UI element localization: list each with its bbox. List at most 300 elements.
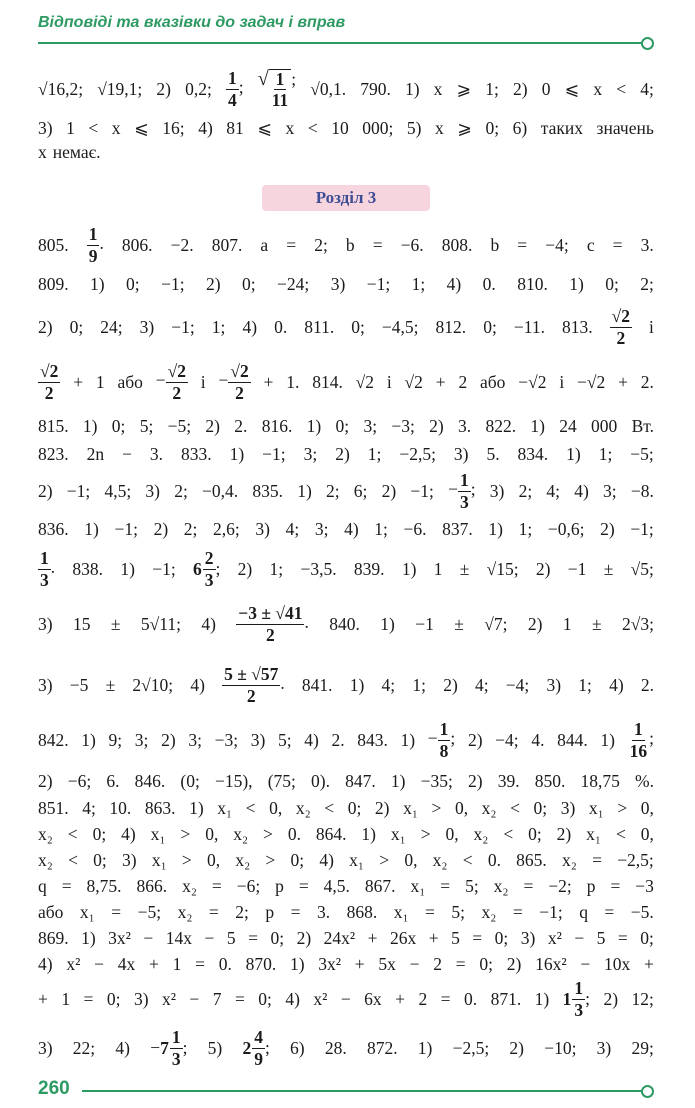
answer-text: −2,5; [399, 443, 436, 464]
answer-text: 10x [603, 953, 631, 974]
answer-text: 1) [90, 273, 105, 294]
fraction [226, 69, 239, 109]
answer-text: 1) [361, 823, 376, 844]
token-group [360, 79, 391, 100]
answer-text: 4) [609, 674, 624, 695]
token-group [479, 954, 493, 975]
token-group [174, 481, 188, 502]
fraction [203, 549, 216, 589]
answer-text: x [593, 78, 603, 99]
token-group [264, 372, 274, 393]
token-group [331, 118, 349, 139]
answer-text: 838. [72, 558, 104, 579]
answer-text: 0. [274, 316, 288, 337]
answer-text: x [285, 117, 295, 138]
answer-text: 14x [165, 927, 193, 948]
answer-text: ⩽ [257, 117, 272, 138]
token-group [440, 876, 450, 897]
numerator: √2 [230, 361, 249, 382]
answer-text: p [275, 875, 284, 896]
token-group [304, 444, 318, 465]
token-group [112, 118, 121, 139]
answer-text: 1; [518, 518, 533, 539]
token-group [311, 771, 330, 792]
answer-text: 2) [38, 480, 53, 501]
answer-text: 2; [640, 273, 654, 294]
token-group [407, 118, 422, 139]
token-group [604, 954, 630, 975]
answer-text: 2) [38, 770, 53, 791]
token-group [70, 317, 84, 338]
token-group [307, 416, 322, 437]
answer-text: 1 [172, 953, 182, 974]
answer-text: −3 [635, 875, 654, 896]
radicand [269, 69, 292, 110]
token-group [600, 519, 615, 540]
answer-text: 2) [556, 823, 572, 844]
token-group [66, 954, 80, 975]
token-group [491, 989, 522, 1010]
token-group [368, 444, 382, 465]
token-group [87, 444, 105, 465]
answer-text: 4) [201, 613, 216, 634]
token-group [542, 79, 551, 100]
answer-text: 3; [603, 480, 617, 501]
token-group [382, 481, 397, 502]
token-group [73, 614, 91, 635]
token-group [122, 235, 153, 256]
answer-text: 1) [84, 518, 99, 539]
token-group [260, 235, 268, 256]
token-group [641, 798, 654, 819]
numerator: 1 [633, 719, 643, 740]
fraction [610, 307, 632, 347]
token-group [436, 372, 446, 393]
answer-text: 3) [38, 613, 53, 634]
token-group [38, 1038, 53, 1059]
token-group [152, 850, 167, 871]
answer-text: 29; [631, 1037, 654, 1058]
token-group [490, 235, 499, 256]
answer-text: = [83, 988, 94, 1009]
token-group [495, 928, 509, 949]
answer-text: 865. [516, 849, 547, 870]
denominator: 2 [235, 382, 244, 403]
answer-text: 2) [161, 729, 176, 750]
answer-text: 0; [242, 273, 256, 294]
token-group [428, 720, 456, 760]
answer-text: 2. [640, 371, 654, 392]
answer-text: 3) [520, 927, 536, 948]
token-group [136, 876, 167, 897]
token-group [205, 928, 215, 949]
token-group [109, 798, 131, 819]
answer-text: таких [540, 117, 584, 138]
answer-text: %. [635, 770, 654, 791]
answer-text: 1 [95, 371, 105, 392]
answer-text: −4; [505, 674, 530, 695]
token-group [304, 730, 319, 751]
answer-text: 3) [145, 480, 160, 501]
answer-text: x₂ [493, 875, 509, 896]
numerator: 1 [227, 68, 237, 89]
answer-text: −35; [420, 770, 453, 791]
answer-text: 4; [285, 518, 300, 539]
answer-text: −24; [277, 273, 310, 294]
answer-text: x² [547, 927, 562, 948]
token-group [506, 675, 529, 696]
answer-text: 24x² [323, 927, 356, 948]
token-group [291, 850, 305, 871]
answer-text: (75; [267, 770, 296, 791]
answer-text: 3) [250, 729, 266, 750]
token-group [304, 317, 334, 338]
answer-text: = [290, 901, 301, 922]
token-group [156, 362, 188, 402]
token-group [248, 928, 258, 949]
token-group [436, 317, 467, 338]
token-group [354, 559, 385, 580]
answer-text: 3; [134, 729, 149, 750]
token-group [609, 675, 624, 696]
answer-text: 0, [640, 823, 654, 844]
token-group [38, 549, 55, 589]
answer-text: 0; [111, 415, 126, 436]
token-group [559, 372, 564, 393]
answer-text: − [574, 927, 585, 948]
token-group [329, 614, 360, 635]
token-group [38, 730, 69, 751]
token-group [38, 362, 60, 402]
token-group [580, 771, 619, 792]
answer-text: 1 [562, 613, 572, 634]
answer-text: 866. [136, 875, 168, 896]
token-group [184, 519, 198, 540]
token-group [290, 954, 305, 975]
token-group [485, 79, 499, 100]
answer-text: 1) [81, 927, 96, 948]
token-group [344, 519, 359, 540]
token-group [442, 235, 473, 256]
answer-line [38, 468, 654, 514]
answer-text: < [88, 117, 99, 138]
token-group [535, 989, 550, 1010]
token-group [262, 444, 285, 465]
token-group [454, 444, 469, 465]
token-group [265, 902, 274, 923]
token-group [577, 372, 605, 393]
token-group [534, 798, 548, 819]
answer-text: + [38, 988, 48, 1009]
answer-text: 0; [479, 953, 494, 974]
fraction [222, 665, 280, 705]
answer-text: 3) [560, 797, 576, 818]
answer-text: −11. [513, 316, 545, 337]
answer-text: 815. [38, 415, 69, 436]
denominator: 2 [266, 624, 275, 645]
answer-text: q [38, 875, 47, 896]
answer-text: 4) [38, 953, 53, 974]
answer-text: 2; [174, 480, 188, 501]
token-group [38, 902, 63, 923]
token-group [441, 989, 451, 1010]
answer-text: = [440, 988, 451, 1009]
token-group [68, 824, 78, 845]
token-group [193, 549, 220, 589]
answer-text: < [68, 849, 78, 870]
answer-text: − [409, 953, 420, 974]
token-group [185, 79, 212, 100]
answer-text: 811. [304, 316, 335, 337]
answer-text: = [604, 901, 615, 922]
answer-text: 3) [546, 674, 562, 695]
token-group [593, 79, 602, 100]
answer-text: −1; [152, 558, 176, 579]
answer-text: 5; [465, 875, 479, 896]
token-group [68, 771, 91, 792]
answer-text: = [592, 849, 602, 870]
token-group [641, 372, 654, 393]
token-group [93, 824, 107, 845]
token-group [412, 274, 426, 295]
answer-text: 4) [190, 674, 205, 695]
answer-text: 4) [198, 117, 213, 138]
answer-text: x₁ [588, 797, 604, 818]
answer-text: = [195, 953, 205, 974]
answer-text: x₂ [177, 901, 193, 922]
token-group [357, 730, 388, 751]
token-group [212, 317, 226, 338]
answer-text: 805. [38, 234, 69, 255]
fraction [270, 70, 291, 110]
token-group [345, 771, 376, 792]
answer-line [38, 976, 654, 1022]
answer-text: = [440, 875, 451, 896]
answer-text: > [420, 823, 431, 844]
answer-text: 1) [600, 729, 615, 750]
token-group [331, 730, 344, 751]
token-group [394, 902, 409, 923]
answer-line [38, 140, 654, 164]
answer-text: ± [603, 558, 614, 579]
answer-text: 0 [541, 78, 551, 99]
answer-text: −5 [69, 674, 89, 695]
answer-text: 4; [82, 797, 96, 818]
token-group [592, 850, 602, 871]
answer-text: немає. [52, 141, 101, 162]
answer-text: 3) [38, 674, 53, 695]
token-group [317, 902, 330, 923]
answer-text: < [67, 823, 78, 844]
answer-text: −5; [630, 443, 654, 464]
answer-text: 790. [360, 78, 391, 99]
token-group [227, 928, 236, 949]
answer-line [38, 898, 654, 926]
answer-text: 1) [289, 953, 305, 974]
answer-text: 807. [211, 234, 243, 255]
token-group [545, 235, 568, 256]
token-group [115, 1038, 130, 1059]
answer-text: 4. [531, 729, 545, 750]
answer-line [38, 598, 654, 650]
token-group [640, 79, 654, 100]
answer-text: −3; [214, 729, 239, 750]
token-group [457, 79, 472, 100]
token-group [418, 989, 427, 1010]
answer-text: 813. [561, 316, 593, 337]
answer-text: 0, [454, 797, 469, 818]
token-group [368, 928, 378, 949]
token-group [586, 824, 601, 845]
token-group [93, 850, 107, 871]
token-group [456, 954, 466, 975]
token-group [434, 559, 443, 580]
answer-text: −5. [630, 901, 654, 922]
answer-text: 0; [106, 988, 121, 1009]
token-group [258, 69, 296, 110]
answer-text: 1; [367, 443, 382, 464]
token-group [68, 850, 78, 871]
token-group [38, 481, 53, 502]
token-group [81, 730, 96, 751]
token-group [446, 824, 459, 845]
token-group [632, 989, 654, 1010]
answer-text: 15 [72, 613, 91, 634]
answer-text: 24; [100, 316, 123, 337]
token-group [618, 372, 628, 393]
answer-text: 837. [442, 518, 473, 539]
token-group [326, 481, 340, 502]
answer-text: 16; [162, 117, 185, 138]
token-group [84, 989, 94, 1010]
numerator: √2 [40, 361, 59, 382]
answer-text: + [354, 953, 365, 974]
answer-text: 1; [269, 558, 284, 579]
answer-text: = [517, 234, 528, 255]
answer-text: x² [313, 988, 328, 1009]
token-group [574, 481, 589, 502]
token-group [355, 954, 365, 975]
answer-text: ± [459, 558, 470, 579]
token-group [218, 362, 250, 402]
token-group [38, 928, 69, 949]
token-group [161, 274, 184, 295]
token-group [145, 798, 176, 819]
token-group [346, 235, 355, 256]
answer-text: 1) [380, 613, 395, 634]
answer-text: 834. [517, 443, 549, 464]
answer-text: 1; [598, 443, 613, 464]
answer-text: −1; [262, 443, 286, 464]
token-group [379, 850, 389, 871]
token-group [363, 416, 377, 437]
token-group [262, 416, 293, 437]
token-group [291, 902, 301, 923]
answer-text: 4,5. [323, 875, 350, 896]
answer-text: −6; [67, 770, 92, 791]
answer-text: 3x² [318, 953, 342, 974]
answer-text: −2. [170, 234, 194, 255]
answer-line [38, 950, 654, 978]
answer-line [38, 660, 654, 710]
answer-text: 808. [441, 234, 473, 255]
answer-text: − [218, 370, 229, 391]
answer-text: −4,5; [381, 316, 419, 337]
token-group [641, 675, 654, 696]
token-group [286, 118, 295, 139]
denominator: 3 [574, 999, 584, 1020]
answer-text: 1) [488, 518, 503, 539]
token-group [631, 559, 654, 580]
answer-text: 0,2; [185, 78, 212, 99]
numerator: 1 [439, 719, 449, 740]
answer-text: 2) [535, 558, 551, 579]
radical-sign: √ [257, 67, 269, 90]
token-group [230, 444, 245, 465]
answer-text: b [490, 234, 500, 255]
answer-text: = [472, 927, 483, 948]
token-group [61, 989, 70, 1010]
token-group [237, 876, 260, 897]
answer-text: −√2 [518, 371, 547, 392]
answer-text: −1; [630, 518, 654, 539]
answer-text: 3) [38, 1037, 53, 1058]
answer-text: − [580, 953, 591, 974]
token-group [455, 798, 468, 819]
answer-line [38, 767, 654, 795]
token-group [514, 317, 545, 338]
token-group [605, 274, 619, 295]
denominator: 3 [40, 569, 49, 590]
answer-text: 812. [435, 316, 467, 337]
answer-text: √15; [486, 558, 519, 579]
token-group [251, 730, 266, 751]
answer-text: 1) [569, 273, 584, 294]
answer-text: 0; [290, 849, 305, 870]
token-group [472, 928, 482, 949]
answer-text: 1) [82, 415, 98, 436]
answer-text: 1) [390, 770, 406, 791]
answer-text: −6. [400, 234, 424, 255]
answer-text: √2 [404, 371, 423, 392]
answer-text: 868. [346, 901, 378, 922]
token-group [242, 317, 257, 338]
token-group [488, 850, 501, 871]
token-group [591, 416, 617, 437]
answer-text: x₂ [481, 797, 497, 818]
token-group [519, 519, 533, 540]
token-group [600, 730, 615, 751]
answer-text: 1) [306, 415, 322, 436]
token-group [166, 928, 192, 949]
answer-text: −5; [167, 415, 192, 436]
token-group [458, 372, 467, 393]
fraction [87, 225, 100, 265]
token-group [141, 614, 181, 635]
token-group [226, 118, 244, 139]
answer-text: 2) [296, 927, 312, 948]
answer-text: 1; [211, 316, 226, 337]
token-group [84, 519, 99, 540]
denominator: 2 [246, 685, 256, 706]
answer-text: 836. [38, 518, 69, 539]
token-group [443, 675, 458, 696]
answer-text: 2) [237, 558, 253, 579]
answer-text: = [372, 234, 383, 255]
token-group [212, 876, 222, 897]
answer-text: 1) [120, 558, 135, 579]
token-group [182, 876, 197, 897]
